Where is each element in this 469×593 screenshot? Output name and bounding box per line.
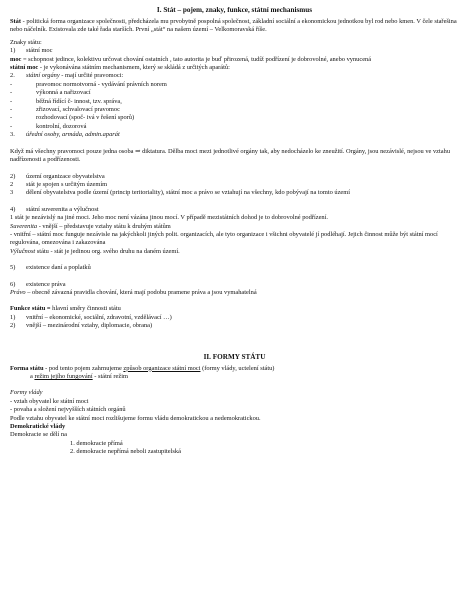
list-item-text: pravomoc normotvorná - vydávání právních norem bbox=[36, 80, 167, 88]
list-number: 1) bbox=[10, 313, 16, 321]
list-text: stát je spojen s určitým územím bbox=[26, 180, 108, 188]
diktatura-paragraph: Když má všechny pravomoci pouze jedna osoba ⇒ diktatura. Dělba moci mezi jednotlivé orgány tak, aby nedocházelo ke zneužití. Orgány, jsou nezávislé, nejsou ve vztahu nadřízenosti a podřízenosti. bbox=[10, 147, 451, 164]
forma-underlined: režim jejího fungování bbox=[34, 373, 93, 380]
forma-text: a bbox=[30, 373, 35, 380]
statni-moc-term: státní moc bbox=[10, 64, 39, 72]
vylucnost-term: Výlučnost bbox=[10, 247, 36, 255]
pravo-text: – obecně závazná pravidla chování, která mají podobu pramene práva a jsou vymahatelná bbox=[25, 288, 257, 296]
pravo-line bbox=[10, 289, 459, 297]
pravo-term: Právo bbox=[10, 288, 26, 296]
forma-statu-line bbox=[10, 365, 459, 373]
organy-term: státní orgány bbox=[26, 72, 60, 80]
znak-3 bbox=[10, 189, 459, 197]
suverenita-line bbox=[10, 223, 459, 231]
funkce-text: hlavní směry činnosti státu bbox=[50, 305, 121, 313]
list-item-text: kontrolní, dozorová bbox=[36, 122, 87, 130]
formy-vlady-paragraph: Podle vztahu obyvatel ke státní moci rozlišujeme formu vládu demokratickou a nedemokratickou. bbox=[10, 414, 261, 422]
list-item-text: rozhodovací (spoč- ivá v řešení sporů) bbox=[36, 114, 135, 122]
forma-text: - pod tento pojem zahrnujeme bbox=[43, 364, 124, 372]
bullet-dash: - bbox=[10, 80, 13, 88]
znak-2 bbox=[10, 173, 459, 181]
list-number: 2. bbox=[10, 72, 15, 80]
funkce-1 bbox=[10, 314, 459, 322]
list-item bbox=[10, 114, 459, 122]
list-text: dělení obyvatelstva podle území (princip teritoriality), státní moc a právo se vztahují na všechny, kdo pobývají na tomto území bbox=[26, 189, 350, 197]
item-3 bbox=[10, 131, 459, 139]
formy-vlady-item: - vztah obyvatel ke státní moci bbox=[10, 397, 89, 405]
bullet-dash: - bbox=[10, 122, 13, 130]
forma-text: (formy vlády, uctelení státu) bbox=[200, 364, 275, 372]
intro-paragraph bbox=[10, 18, 459, 35]
moc-definition bbox=[10, 56, 459, 64]
list-number: 2) bbox=[10, 322, 16, 330]
demokracie-item: 2. demokracie nepřímá neboli zastupitelská bbox=[70, 448, 181, 456]
forma-statu-line-2 bbox=[10, 373, 459, 381]
forma-underlined: způsob organizace státní moci bbox=[123, 364, 201, 372]
suverenita-text: - vnější – představuje vztahy státu k druhým státům bbox=[37, 222, 171, 230]
vnitrni-line: - vnitřní – státní moc funguje nezávisle na jakýchkoli jiných polit. organizacích, ale tyto organizace i všichni obyvatelé jí podléhají. Jejich činnost může být státní mocí regulována, omezována i zakazována bbox=[10, 230, 438, 247]
funkce-heading bbox=[10, 305, 459, 313]
statni-moc-definition bbox=[10, 64, 459, 72]
funkce-term: Funkce státu = bbox=[10, 305, 51, 313]
list-item-text: běžná řídící č- innost, tzv. správa, bbox=[36, 97, 122, 105]
list-text: existence práva bbox=[26, 280, 66, 288]
list-item bbox=[10, 106, 459, 114]
funkce-2 bbox=[10, 322, 459, 330]
demokracie-text: Demokracie se dělí na bbox=[10, 431, 67, 439]
list-text: úřední osoby, armáda, admin.aparát bbox=[26, 131, 120, 139]
bullet-dash: - bbox=[10, 89, 13, 97]
znak-1 bbox=[10, 47, 459, 55]
list-item bbox=[10, 98, 459, 106]
demokracie-item: 1. demokracie přímá bbox=[70, 439, 123, 447]
intro-text: - politická forma organizace společnosti, předcházela mu prvobytně pospolná společnost, základní sociální a ekonomickou jednotkou byl rod nebo kmen. V čele stařešina nebo náčelník. Existovala zde také řada starších. První „stát“ na našem území – Velkomoravská říše. bbox=[10, 18, 457, 34]
forma-term: Forma státu bbox=[10, 364, 44, 372]
znak-4a: 1 stát je nezávislý na jiné moci. Jeho moc není vázána jinou mocí. V případě mezistátních dohod je to dobrovolné podřízení. bbox=[10, 214, 328, 222]
list-number: 6) bbox=[10, 280, 16, 288]
bullet-dash: - bbox=[10, 114, 13, 122]
list-text: státní suverenita a výlučnost bbox=[26, 205, 99, 213]
formy-vlady-item: - povaha a složení nejvyšších státních orgánů bbox=[10, 406, 126, 414]
list-number: 4) bbox=[10, 205, 16, 213]
powers-list bbox=[10, 81, 459, 131]
znak-2a bbox=[10, 181, 459, 189]
list-item-text: výkonná a nařizovací bbox=[36, 89, 91, 97]
vylucnost-line bbox=[10, 248, 459, 256]
forma-text: - státní režim bbox=[92, 373, 128, 380]
vylucnost-text: státu - stát je jedinou org. svého druhu na daném území. bbox=[35, 247, 180, 255]
list-item-text: zřizovací, schvalovací pravomoc bbox=[36, 106, 120, 114]
list-text: vnitřní – ekonomické, sociální, zdravotní, vzdělávací …) bbox=[26, 313, 172, 321]
moc-text: = schopnost jedince, kolektivu určovat chování ostatních , tato autorita je buď přirozená, tudíž podřízení je dobrovolné, anebo vynucená bbox=[21, 55, 372, 63]
demokraticke-vlady-heading: Demokratické vlády bbox=[10, 423, 66, 431]
list-text: území organizace obyvatelstva bbox=[26, 172, 105, 180]
list-item bbox=[10, 89, 459, 97]
section-1-title: I. Stát – pojem, znaky, funkce, státní mechanismus bbox=[156, 6, 313, 14]
list-item bbox=[10, 123, 459, 131]
section-2-title: II. FORMY STÁTU bbox=[203, 352, 266, 361]
organy-text: - mají určité pravomoci: bbox=[59, 72, 124, 80]
intro-term: Stát bbox=[10, 18, 22, 25]
list-text: státní moc bbox=[26, 47, 53, 55]
moc-term: moc bbox=[10, 55, 22, 63]
bullet-dash: - bbox=[10, 106, 13, 114]
list-number: 3. bbox=[10, 131, 15, 139]
list-number: 2) bbox=[10, 172, 16, 180]
list-number: 5) bbox=[10, 264, 16, 272]
znak-4 bbox=[10, 206, 459, 214]
znak-5 bbox=[10, 264, 459, 272]
bullet-dash: - bbox=[10, 97, 13, 105]
list-text: vnější – mezinárodní vztahy, diplomacie, obrana) bbox=[26, 322, 153, 330]
list-number: 2 bbox=[10, 180, 14, 188]
formy-vlady-heading: Formy vlády bbox=[10, 389, 43, 397]
organy-item bbox=[10, 72, 459, 80]
suverenita-term: Suverenita bbox=[10, 222, 38, 230]
znak-6 bbox=[10, 281, 459, 289]
list-number: 3 bbox=[10, 189, 14, 197]
list-item bbox=[10, 81, 459, 89]
list-text: existence daní a poplatků bbox=[26, 264, 91, 272]
statni-moc-text: - je vykonávána státním mechanismem, který se skládá z určitých aparátů: bbox=[38, 64, 230, 72]
list-number: 1) bbox=[10, 47, 16, 55]
znaky-heading: Znaky státu: bbox=[10, 38, 42, 46]
